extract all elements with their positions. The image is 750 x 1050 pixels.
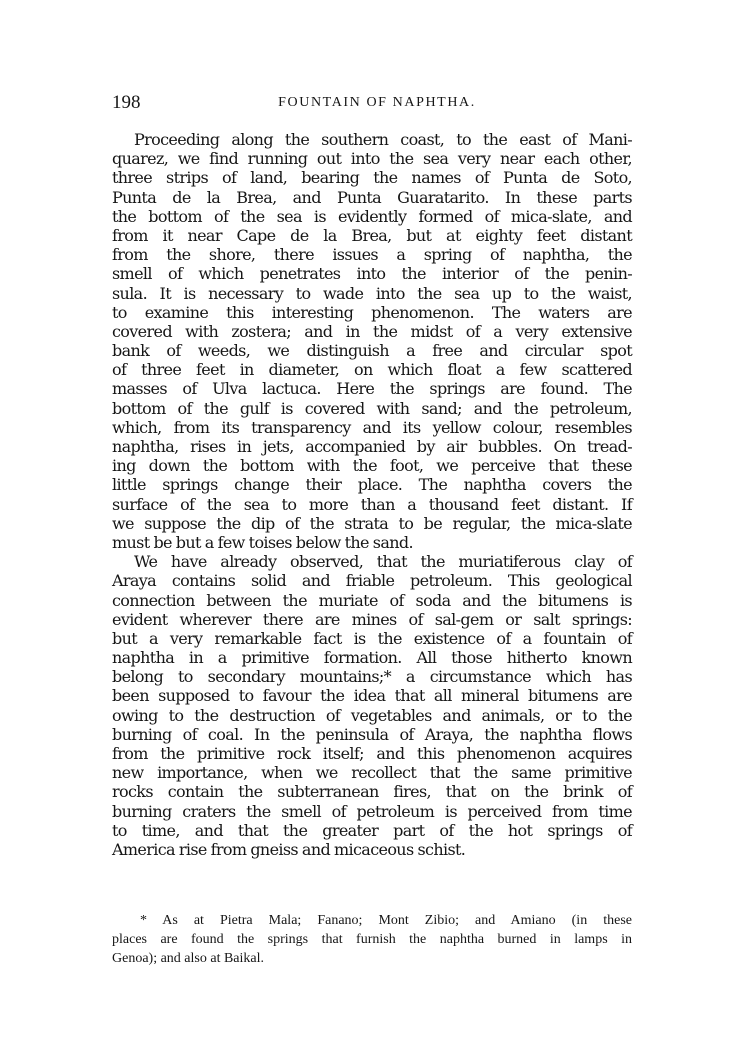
page-number: 198 bbox=[112, 92, 141, 113]
text-line: bottom of the gulf is covered with sand; and the petroleum, bbox=[112, 398, 632, 418]
text-line: bank of weeds, we distinguish a free and circular spot bbox=[112, 341, 632, 361]
text-line: Punta de la Brea, and Punta Guaratarito. In these parts bbox=[112, 187, 632, 207]
text-line: burning of coal. In the peninsula of Araya, the naphtha flows bbox=[112, 724, 632, 744]
text-line: evident wherever there are mines of sal-gem or salt springs: bbox=[112, 609, 632, 629]
text-line: masses of Ulva lactuca. Here the springs are found. The bbox=[112, 379, 632, 399]
text-line: naphtha, rises in jets, accompanied by air bubbles. On tread- bbox=[112, 437, 632, 456]
text-line: from it near Cape de la Brea, but at eighty feet distant bbox=[112, 225, 632, 245]
text-line: to examine this interesting phenomenon. The waters are bbox=[112, 302, 632, 322]
text-line: to time, and that the greater part of the hot springs of bbox=[112, 820, 632, 840]
running-title: FOUNTAIN OF NAPHTHA. bbox=[278, 95, 476, 110]
text-line: of three feet in diameter, on which float a few scattered bbox=[112, 360, 632, 380]
text-line: belong to secondary mountains;* a circumstance which has bbox=[112, 667, 632, 687]
text-line: We have already observed, that the muriatiferous clay of bbox=[134, 552, 632, 572]
text-line: Araya contains solid and friable petroleum. This geological bbox=[112, 571, 632, 591]
text-line: ing down the bottom with the foot, we perceive that these bbox=[112, 456, 632, 476]
text-line: rocks contain the subterranean fires, that on the brink of bbox=[112, 782, 632, 802]
text-line: little springs change their place. The naphtha covers the bbox=[112, 475, 632, 495]
text-line: been supposed to favour the idea that all mineral bitumens are bbox=[112, 686, 632, 706]
text-line: burning craters the smell of petroleum is perceived from time bbox=[112, 801, 632, 821]
text-line: sula. It is necessary to wade into the sea up to the waist, bbox=[112, 283, 632, 303]
text-line: America rise from gneiss and micaceous schist. bbox=[112, 839, 466, 859]
text-line: but a very remarkable fact is the existence of a fountain of bbox=[112, 628, 632, 648]
text-line: new importance, when we recollect that the same primitive bbox=[112, 763, 632, 783]
footnote bbox=[112, 911, 632, 968]
footnote-line: Genoa); and also at Baikal. bbox=[112, 951, 265, 966]
text-line: owing to the destruction of vegetables and animals, or to the bbox=[112, 705, 632, 725]
text-line: quarez, we find running out into the sea very near each other, bbox=[112, 149, 632, 169]
text-line: connection between the muriate of soda and the bitumens is bbox=[112, 590, 632, 610]
footnote-line: places are found the springs that furnish the naphtha burned in lamps in bbox=[112, 932, 632, 947]
text-line: three strips of land, bearing the names of Punta de Soto, bbox=[112, 168, 632, 188]
text-line: surface of the sea to more than a thousand feet distant. If bbox=[112, 494, 632, 514]
text-line: covered with zostera; and in the midst of a very extensive bbox=[112, 321, 632, 341]
text-line: the bottom of the sea is evidently formed of mica-slate, and bbox=[112, 206, 632, 226]
text-line: we suppose the dip of the strata to be regular, the mica-slate bbox=[112, 513, 632, 533]
text-line: Proceeding along the southern coast, to the east of Mani- bbox=[134, 130, 632, 149]
body-text bbox=[112, 130, 632, 859]
text-line: smell of which penetrates into the interior of the penin- bbox=[112, 264, 632, 284]
text-line: must be but a few toises below the sand. bbox=[112, 532, 413, 552]
footnote-line: * As at Pietra Mala; Fanano; Mont Zibio; and Amiano (in these bbox=[140, 913, 632, 928]
text-line: naphtha in a primitive formation. All those hitherto known bbox=[112, 648, 632, 668]
page-header bbox=[112, 92, 642, 116]
text-line: from the primitive rock itself; and this phenomenon acquires bbox=[112, 744, 632, 763]
text-line: from the shore, there issues a spring of naphtha, the bbox=[112, 245, 632, 265]
text-line: which, from its transparency and its yellow colour, resembles bbox=[112, 417, 632, 437]
